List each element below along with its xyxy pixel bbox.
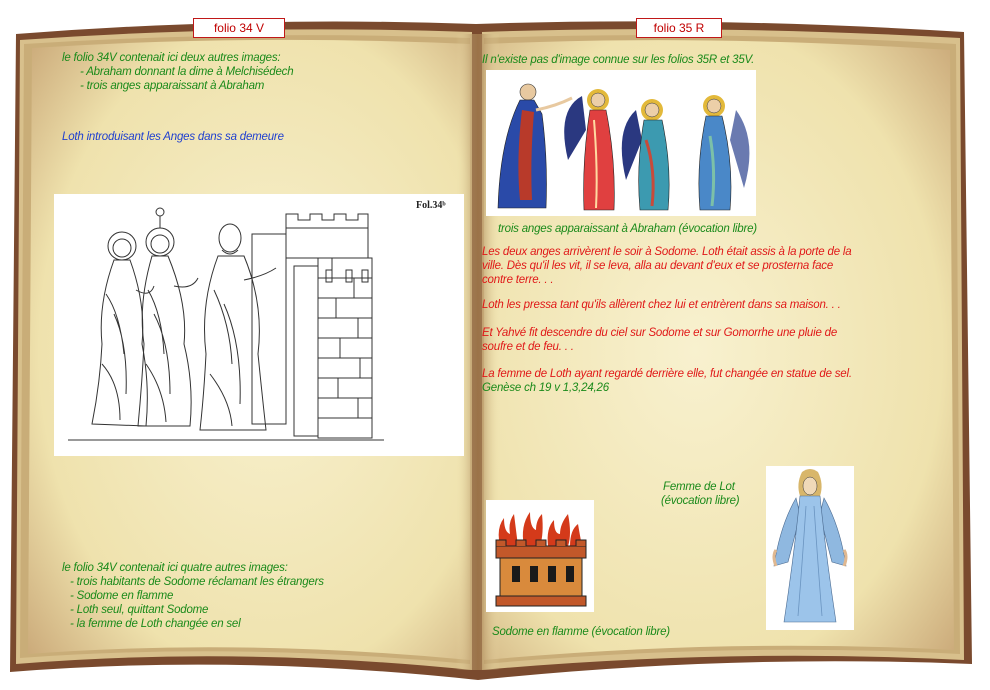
wife-caption-line: Femme de Lot — [663, 481, 735, 493]
red-line: Et Yahvé fit descendre du ciel sur Sodome et sur Gomorrhe une pluie de — [482, 327, 838, 339]
left-footer-item: - Sodome en flamme — [70, 590, 174, 602]
left-intro-item: - trois anges apparaissant à Abraham — [80, 80, 265, 92]
left-footer-item: - la femme de Loth changée en sel — [70, 618, 241, 630]
open-book — [6, 14, 976, 686]
tab-folio-35r[interactable] — [636, 18, 722, 38]
wife-caption-line: (évocation libre) — [661, 495, 740, 507]
fire-caption: Sodome en flamme (évocation libre) — [492, 626, 670, 638]
angels-illustration — [486, 70, 756, 216]
red-line: contre terre. . . — [482, 274, 554, 286]
angels-caption: trois anges apparaissant à Abraham (évocation libre) — [498, 223, 757, 235]
genesis-reference: Genèse ch 19 v 1,3,24,26 — [482, 382, 609, 394]
red-line: Les deux anges arrivèrent le soir à Sodome. Loth était assis à la porte de la — [482, 246, 852, 258]
engraving-loth-angels — [54, 194, 464, 456]
red-line: soufre et de feu. . . — [482, 341, 574, 353]
red-line: ville. Dès qu'il les vit, il se leva, alla au devant d'eux et se prosterna face — [482, 260, 834, 272]
left-footer-item: - Loth seul, quittant Sodome — [70, 604, 209, 616]
left-intro-item: - Abraham donnant la dime à Melchisédech — [80, 66, 294, 78]
left-footer-heading: le folio 34V contenait ici quatre autres images: — [62, 562, 288, 574]
right-intro: Il n'existe pas d'image connue sur les folios 35R et 35V. — [482, 54, 755, 66]
engraving-folio-label: Fol.34ᵇ — [416, 200, 446, 211]
left-footer-item: - trois habitants de Sodome réclamant les étrangers — [70, 576, 324, 588]
tab-folio-34v-label: folio 34 V — [213, 21, 265, 35]
left-caption-loth: Loth introduisant les Anges dans sa demeure — [62, 131, 284, 143]
engraving-drawing-icon — [54, 194, 464, 456]
red-line: Loth les pressa tant qu'ils allèrent chez lui et entrèrent dans sa maison. . . — [482, 299, 841, 311]
tab-folio-34v[interactable] — [193, 18, 285, 38]
angels-figures-icon — [486, 70, 756, 216]
sodom-fire-illustration — [486, 500, 594, 612]
lot-wife-illustration — [766, 466, 854, 630]
burning-tower-icon — [486, 500, 594, 612]
red-line: La femme de Loth ayant regardé derrière elle, fut changée en statue de sel. — [482, 368, 852, 380]
tab-folio-35r-label: folio 35 R — [653, 21, 705, 35]
left-intro-heading: le folio 34V contenait ici deux autres images: — [62, 52, 281, 64]
salt-woman-icon — [766, 466, 854, 630]
